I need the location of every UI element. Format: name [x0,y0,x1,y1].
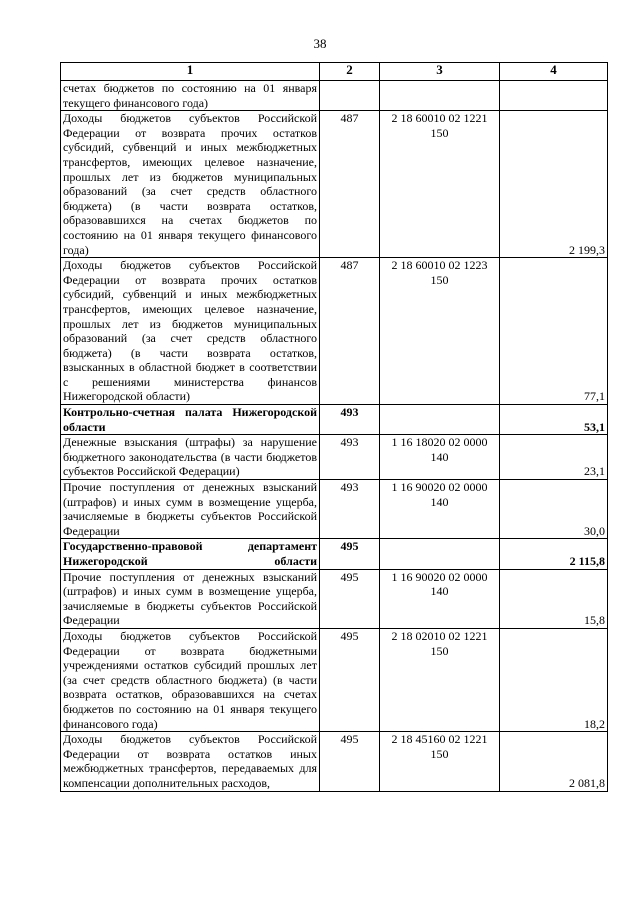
row-amount-cell: 2 115,8 [500,539,608,569]
row-name-cell: Прочие поступления от денежных взысканий (штрафов) и иных сумм в возмещение ущерба, зачисляемые в бюджеты субъектов Российской Федерации [61,480,320,539]
row-name-cell: Доходы бюджетов субъектов Российской Федерации от возврата прочих остатков субсидий, субвенций и иных межбюджетных трансфертов, имеющих целевое назначение, прошлых лет из бюджетов муниципальных образований (за счет средств областного бюджета) (в части возврата остатков, образовавшихся на счетах бюджетов по состоянию на 01 января текущего финансового года) [61,111,320,258]
table-row [61,405,608,435]
column-header-2: 2 [320,63,380,81]
row-classification-code-cell [380,405,500,435]
row-amount-cell: 2 081,8 [500,732,608,791]
row-classification-code-cell: 1 16 90020 02 0000 140 [380,569,500,628]
table-header-row [61,63,608,81]
row-name-cell: Контрольно-счетная палата Нижегородской области [61,405,320,435]
row-classification-code-cell [380,539,500,569]
row-amount-cell: 53,1 [500,405,608,435]
column-header-4: 4 [500,63,608,81]
row-classification-code-cell: 1 16 90020 02 0000 140 [380,480,500,539]
table-row [61,111,608,258]
table-row [61,539,608,569]
table-row [61,732,608,791]
table-row [61,81,608,111]
row-name-cell: Прочие поступления от денежных взысканий (штрафов) и иных сумм в возмещение ущерба, зачисляемые в бюджеты субъектов Российской Федерации [61,569,320,628]
row-name-cell: Государственно-правовой департамент Нижегородской области [61,539,320,569]
row-classification-code-cell: 2 18 60010 02 1223 150 [380,258,500,405]
row-admin-code-cell: 495 [320,628,380,731]
row-amount-cell: 30,0 [500,480,608,539]
column-header-1: 1 [61,63,320,81]
row-admin-code-cell [320,81,380,111]
row-name-cell: счетах бюджетов по состоянию на 01 января текущего финансового года) [61,81,320,111]
column-header-3: 3 [380,63,500,81]
row-name-cell: Доходы бюджетов субъектов Российской Федерации от возврата прочих остатков субсидий, субвенций и иных межбюджетных трансфертов, имеющих целевое назначение, прошлых лет из бюджетов муниципальных образований (за счет средств областного бюджета) (в части возврата остатков, взысканных в областной бюджет в соответствии с решениями министерства финансов Нижегородской области) [61,258,320,405]
table-row [61,628,608,731]
row-admin-code-cell: 495 [320,569,380,628]
row-amount-cell: 18,2 [500,628,608,731]
row-admin-code-cell: 487 [320,258,380,405]
row-admin-code-cell: 493 [320,480,380,539]
row-admin-code-cell: 493 [320,405,380,435]
row-name-cell: Доходы бюджетов субъектов Российской Федерации от возврата остатков иных межбюджетных трансфертов, передаваемых для компенсации дополнительных расходов, [61,732,320,791]
row-classification-code-cell: 2 18 02010 02 1221 150 [380,628,500,731]
row-amount-cell [500,81,608,111]
row-classification-code-cell: 1 16 18020 02 0000 140 [380,435,500,480]
table-row [61,569,608,628]
row-amount-cell: 2 199,3 [500,111,608,258]
row-admin-code-cell: 495 [320,732,380,791]
row-name-cell: Доходы бюджетов субъектов Российской Федерации от возврата бюджетными учреждениями остатков субсидий прошлых лет (за счет средств областного бюджета) (в части возврата остатков, образовавшихся на счетах бюджетов по состоянию на 01 января текущего финансового года) [61,628,320,731]
row-classification-code-cell: 2 18 60010 02 1221 150 [380,111,500,258]
row-amount-cell: 77,1 [500,258,608,405]
table-row [61,435,608,480]
row-admin-code-cell: 487 [320,111,380,258]
budget-revenue-table [60,62,608,792]
row-admin-code-cell: 495 [320,539,380,569]
table-row [61,258,608,405]
table-row [61,480,608,539]
row-classification-code-cell: 2 18 45160 02 1221 150 [380,732,500,791]
row-amount-cell: 15,8 [500,569,608,628]
row-amount-cell: 23,1 [500,435,608,480]
row-name-cell: Денежные взыскания (штрафы) за нарушение бюджетного законодательства (в части бюджетов субъектов Российской Федерации) [61,435,320,480]
row-classification-code-cell [380,81,500,111]
row-admin-code-cell: 493 [320,435,380,480]
page-number: 38 [313,36,327,51]
